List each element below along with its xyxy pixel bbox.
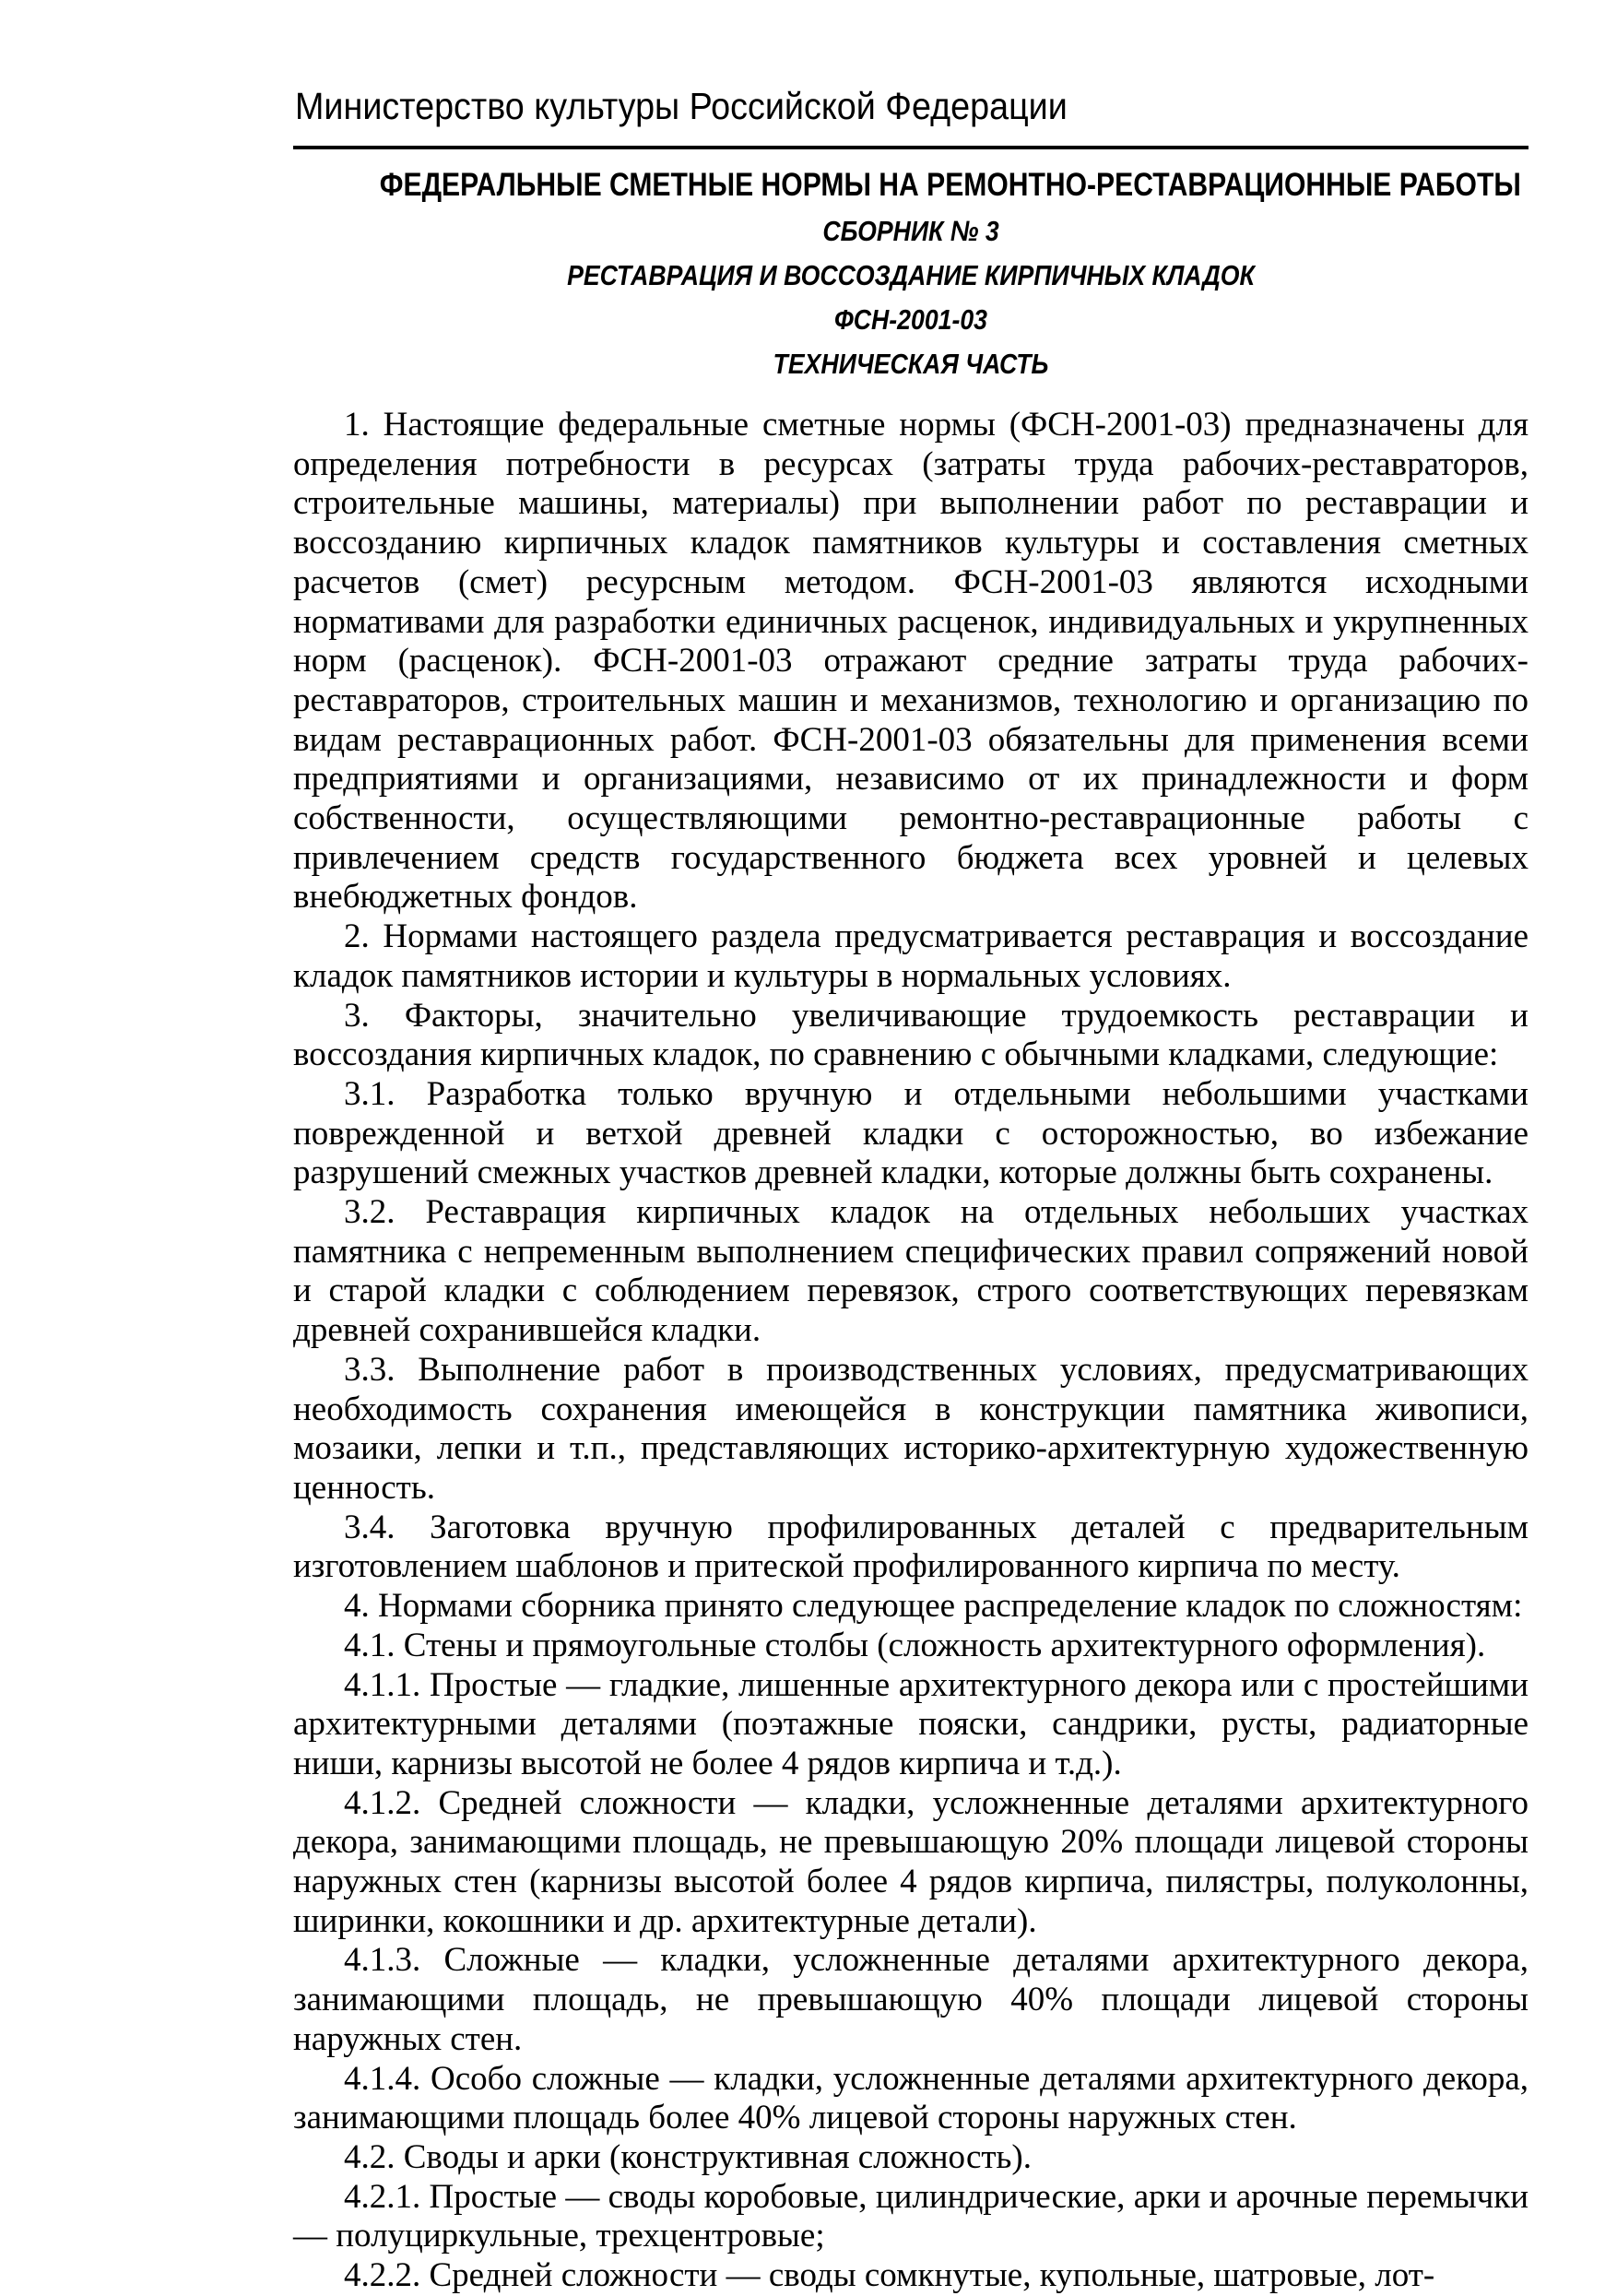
paragraph: 4.2.2. Средней сложности — своды сомкнутые, купольные, шатровые, лот- <box>344 2256 1435 2295</box>
paragraph: 2. Нормами настоящего раздела предусматривается реставрация и воссоздание кладок памятников истории и культуры в нормальных условиях. <box>293 917 1528 995</box>
paragraph: 3.2. Реставрация кирпичных кладок на отдельных небольших участках памятника с непременным выполнением специфических правил сопряжений новой и старой кладки с соблюдением перевязок, строго соответствующих перевязкам древней сохранившейся кладки. <box>293 1193 1528 1350</box>
paragraph: 4.2.1. Простые — своды коробовые, цилиндрические, арки и арочные перемычки — полуциркульные, трехцентровые; <box>293 2177 1528 2255</box>
paragraph: 1. Настоящие федеральные сметные нормы (ФСН-2001-03) предназначены для определения потребности в ресурсах (затраты труда рабочих-реставраторов, строительные машины, материалы) при выполнении работ по реставрации и воссозданию кирпичных кладок памятников культуры и составления сметных расчетов (смет) ресурсным методом. ФСН-2001-03 являются исходными нормативами для разработки единичных расценок, индивидуальных и укрупненных норм (расценок). ФСН-2001-03 отражают средние затраты труда рабочих-реставраторов, строительных машин и механизмов, технологию и организацию по видам реставрационных работ. ФСН-2001-03 обязательны для применения всеми предприятиями и организациями, независимо от их принадлежности и форм собственности, осуществляющими ремонтно-реставрационные работы с привлечением средств государственного бюджета всех уровней и целевых внебюджетных фондов. <box>293 406 1528 917</box>
collection-subject: РЕСТАВРАЦИЯ И ВОССОЗДАНИЕ КИРПИЧНЫХ КЛАДОК <box>567 259 1255 291</box>
paragraph: 4.1.1. Простые — гладкие, лишенные архитектурного декора или с простейшими архитектурными деталями (поэтажные пояски, сандрики, русты, радиаторные ниши, карнизы высотой не более 4 рядов кирпича и т.д.). <box>293 1665 1528 1782</box>
title-block <box>293 161 1528 386</box>
paragraph: 3.3. Выполнение работ в производственных условиях, предусматривающих необходимость сохранения имеющейся в конструкции памятника живописи, мозаики, лепки и т.п., представляющих историко-архитектурную художественную ценность. <box>293 1350 1528 1507</box>
paragraph: 4.1.3. Сложные — кладки, усложненные деталями архитектурного декора, занимающими площадь, не превышающую 40% площади лицевой стороны наружных стен. <box>293 1941 1528 2058</box>
paragraph: 4.1. Стены и прямоугольные столбы (сложность архитектурного оформления). <box>344 1626 1486 1664</box>
header-rule <box>293 146 1528 149</box>
paragraph: 4.1.4. Особо сложные — кладки, усложненные деталями архитектурного декора, занимающими площадь более 40% лицевой стороны наружных стен. <box>293 2059 1528 2137</box>
body-text <box>293 406 1528 2296</box>
paragraph: 4.2. Своды и арки (конструктивная сложность). <box>344 2137 1032 2176</box>
document-title: ФЕДЕРАЛЬНЫЕ СМЕТНЫЕ НОРМЫ НА РЕМОНТНО-РЕСТАВРАЦИОННЫЕ РАБОТЫ <box>379 167 1521 203</box>
norm-code: ФСН-2001-03 <box>833 303 988 336</box>
paragraph: 4.1.2. Средней сложности — кладки, усложненные деталями архитектурного декора, занимающими площадь, не превышающую 20% площади лицевой стороны наружных стен (карнизы высотой более 4 рядов кирпича, пилястры, полуколонны, ширинки, кокошники и др. архитектурные детали). <box>293 1783 1528 1940</box>
section-heading: ТЕХНИЧЕСКАЯ ЧАСТЬ <box>773 348 1049 380</box>
collection-number: СБОРНИК № 3 <box>822 215 999 247</box>
paragraph: 3.1. Разработка только вручную и отдельными небольшими участками поврежденной и ветхой древней кладки с осторожностью, во избежание разрушений смежных участков древней кладки, которые должны быть сохранены. <box>293 1074 1528 1192</box>
paragraph: 3.4. Заготовка вручную профилированных деталей с предварительным изготовлением шаблонов и притеской профилированного кирпича по месту. <box>293 1508 1528 1586</box>
running-head: Министерство культуры Российской Федерации <box>295 85 1068 127</box>
paragraph: 4. Нормами сборника принято следующее распределение кладок по сложностям: <box>344 1587 1523 1626</box>
paragraph: 3. Факторы, значительно увеличивающие трудоемкость реставрации и воссоздания кирпичных кладок, по сравнению с обычными кладками, следующие: <box>293 996 1528 1074</box>
